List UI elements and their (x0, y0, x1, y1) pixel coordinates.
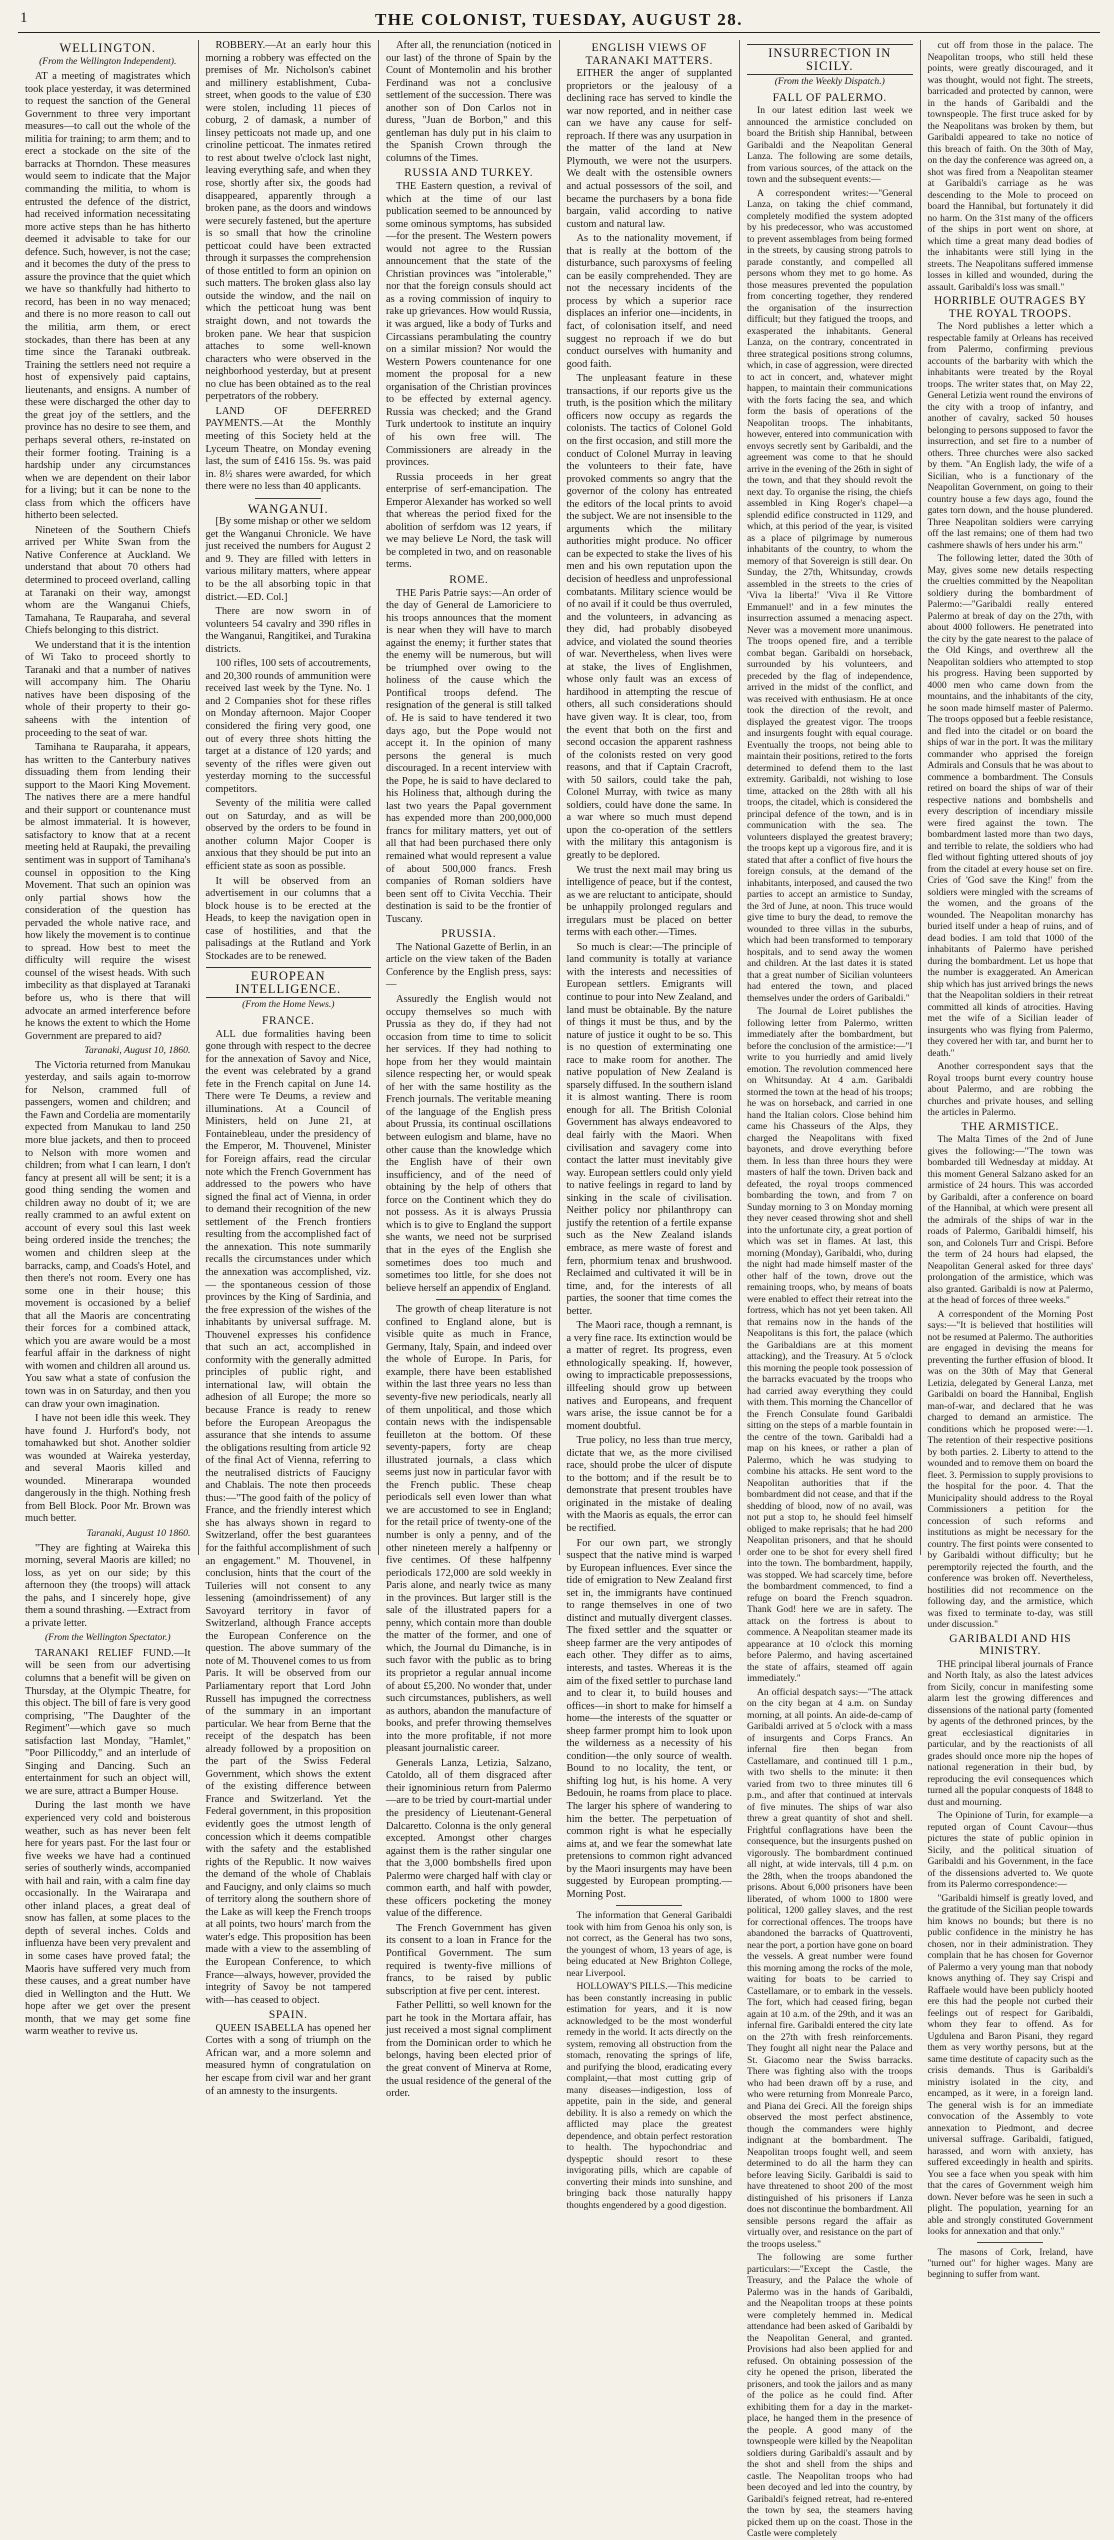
heading-russia-turkey: RUSSIA AND TURKEY. (404, 167, 534, 180)
dateline: Taranaki, August 10, 1860. (84, 1045, 191, 1057)
paragraph: After all, the renunciation (noticed in our last) of the throne of Spain by the Count of Montemolin and his brother Ferdinand was not a conclusive settlement of the succession. There was another son of Don Carlos not in duress, "Juan de Borbon," and this gentleman has duly put in his claim to the Spanish Crown through the columns of the Times. (386, 40, 552, 164)
paragraph: We understand that it is the intention of Wi Tako to proceed shortly to Taranaki and that a number of natives will accompany him. The Ohariu natives have been disposing of the whole of their property to their go-saheens with the intention of proceeding to the seat of war. (25, 639, 191, 739)
heading-rome: ROME. (449, 573, 489, 586)
column-3 (379, 40, 560, 2100)
paragraph: For our own part, we strongly suspect that the native mind is warped by European influences. Ever since the tide of emigration to New Zealand first set in, the immigrants have continued to range themselves in one of two distinct and mutually divergent classes. The fixed settler and the squatter or sheep farmer are the very antipodes of each other. They differ as to aims, interests, and tastes. Whereas it is the aim of the fixed settler to purchase land and to clear it, to build houses and offices—in short to make for himself a home—the interests of the squatter or sheep farmer prompt him to look upon the wilderness as a necessity of his condition—the only source of wealth. Bound to no locality, the tent, or shifting log hut, is his home. A very Bedouin, he roams from place to place. The larger his sphere of wandering to him the better. The perpetuation of common right is what he especially aims at, and we fear the somewhat late pretensions to common right advanced by the Maori insurgents may have been suggested by European prompting.—Morning Post. (566, 1537, 732, 1900)
paragraph: The following letter, dated the 30th of May, gives some new details respecting the cruelties committed by the Neapolitan soldiery during the bombardment of Palermo:—"Garibaldi really entered Palermo at break of day on the 27th, with about 4000 followers. He penetrated into the city by the gate nearest to the palace of the Old Kings, and overthrew all the Neapolitan soldiers who attempted to stop his progress. Having been supported by 4000 men who came down from the mountains, and the inhabitants of the city, he soon made himself master of Palermo. The troops opposed but a feeble resistance, and fled into the citadel or on board the ships of war in the port. It was the military commander who apprised the foreign Admirals and Consuls that he was about to commence a bombardment. The Consuls retired on board the ships of war of their respective nations and bombshells and every description of incendiary missile were fired against the town. The bombardment lasted more than two days, and terrible to relate, the soldiers who had fled without fighting uttered shouts of joy from the citadel at every house set on fire. Cries of 'God save the King!' from the soldiers were mingled with the screams of the women, and the groans of the wounded. The Neapolitan monarchy has buried itself under a heap of ruins, and of dead bodies. I am told that 1000 of the inhabitants of Palermo have perished during the bombardment. Let us hope that the number is exaggerated. An American ship which has just arrived brings the news that the Neapolitan soldiers in their retreat committed all kinds of atrocities. Having met the wife of a Sicilian leader of insurgents who was flying from Palermo, they covered her with tar, and burnt her to death." (927, 553, 1093, 1059)
paragraph: As to the nationality movement, if that is really at the bottom of the disturbance, such paroxysms of feeling can be easily comprehended. They are not the necessary incidents of the process by which a superior race displaces an inferior one—incidents, in fact, of colonisation itself, and need suggest no reproach if we do but conduct ourselves with humanity and good faith. (566, 233, 732, 370)
paragraph: AT a meeting of magistrates which took place yesterday, it was determined to request the sanction of the General Government to three very important measures—to call out the whole of the militia for training; to arm them; and to erect a stockade on the site of the barracks at Thorndon. These measures would seem to indicate that the Major commanding the militia, to whom is entrusted the defence of the district, had received information necessitating more active steps than he has hitherto deemed it advisable to take for our defence. Such, however, is not the case; and it becomes the duty of the press to assure the province that the quiet which we have so thankfully had hitherto to record, has been in no way menaced; and there is no more reason to call out the militia, arm them, or erect stockades, than there has been at any time since the Taranaki outbreak. Training the settlers need not require a host of expensively paid captains, lieutenants, and ensigns. A number of these were discharged the other day to the great joy of the settlers, and the province has no desire to see them, and perhaps several others, re-instated on their former footing. Training is a hardship under any circumstances when we are dependent on their labor for a living; but it can be none to the class from which the officers have hitherto been selected. (25, 71, 191, 522)
paragraph: "Garibaldi himself is greatly loved, and the gratitude of the Sicilian people towards him knows no bounds; but there is no public confidence in the ministry he has chosen, nor in their administration. They complain that he has chosen for Governor of Palermo a very young man that nobody knows anything of. They say Crispi and Raffaele would have been publicly hooted ere this had the people not curbed their feelings out of respect for Garibaldi, whom they fear to offend. As for Ugdulena and Baron Pisani, they regard them as very worthy persons, but at the same time destitute of capacity such as the crisis demands. Thus is Garibaldi's ministry isolated in the city, and encamped, as it were, in a foreign land. The general wish is for an immediate convocation of the Assembly to vote annexation to Piedmont, and decree universal suffrage. Garibaldi, fatigued, harassed, and worn with anxiety, has suffered exceedingly in health and spirits. You see a face when you speak with him that the cares of Government weigh him down. Never before was he seen in such a plight. The population, yearning for an able and strongly constituted Government looks for annexation and that only." (927, 1892, 1093, 2238)
masthead (18, 6, 1100, 33)
column-1 (18, 40, 199, 2038)
paragraph: In our latest edition last week we announced the armistice concluded on board the British ship Hannibal, between Garibaldi and the Neapolitan General Lanza. The following are some details, from various sources, of the attack on the town and the subsequent events:— (747, 105, 913, 186)
paragraph: It will be observed from an advertisement in our columns that a block house is to be erected at the Heads, to keep the navigation open in case of hostilities, and that the palisadings at the Rutland and York Stockades are to be renewed. (205, 875, 371, 962)
paragraph: [By some mishap or other we seldom get the Wanganui Chronicle. We have just received the numbers for August 2 and 9. They are filled with letters in various military matters, where appear to be the all absorbing topic in that district.—ED. Col.] (205, 516, 371, 603)
paragraph: A correspondent writes:—"General Lanza, on taking the chief command, completely modified the system adopted by his predecessor, who was accustomed to prevent assemblages from being formed in the streets, by causing strong patrols to parade constantly, and compelled all persons whom they met to go home. As those measures prevented the population from concerting together, they rendered the organisation of the insurrection difficult; but they fatigued the troops, and exasperated the inhabitants. General Lanza, on the contrary, concentrated in three strategical positions strong columns, which, in case of aggression, were directed to act in concert, and, whatever might happen, to maintain their communications with the forts facing the sea, and which form the basis of operations of the Neapolitan troops. The inhabitants, however, entered into communication with envoys secretly sent by Garibaldi, and the agreement was come to that he should arrive in the evening of the 26th in sight of the town, and that they should revolt the next day. To organise the rising, the chiefs assembled in King Roger's chapel—a splendid edifice constructed in 1129, and which, at this period of the year, is visited as a place of pilgrimage by numerous inhabitants of the country, to whom the memory of that Sovereign is still dear. On Sunday, the 27th, Whitsunday, crowds assembled in the streets to the cries of 'Viva la liberta!' 'Viva il Re Vittore Emmanuel!' and in a few minutes the insurrection assumed a menacing aspect. Never was a movement more unanimous. The troops opened fire, and a terrible combat began. Garibaldi on horseback, surrounded by his volunteers, and preceded by the flag of independence, arrived in the midst of the conflict, and was received with enthusiasm. He at once took the direction of the revolt, and displayed the greatest vigor. The troops and insurgents fought with equal courage. Eventually the troops, not being able to maintain their positions, retired to the forts determined to defend them to the last extremity. Garibaldi, not wishing to lose time, attacked on the 28th with all his troops, the citadel, which is considered the principal defence of the town, and is in communication with the sea. The volunteers displayed the greatest bravery; the troops kept up a vigorous fire, and it is stated that after a conflict of five hours the foreign consuls, at the demand of the inhabitants, interposed, and caused the two parties to accept an armistice to Sunday, the 3rd of June, at noon. This truce would give time to bury the dead, to remove the wounded to three villas in the suburbs, which had been transformed to temporary hospitals, and to send away the women and children. At the last dates it is stated that a great number of Sicilian volunteers had entered the town, and placed themselves under the orders of Garibaldi." (747, 187, 913, 1004)
paragraph: Nineteen of the Southern Chiefs arrived per White Swan from the Native Conference at Auckland. We understand that about 70 others had determined to proceed overland, calling at Taranaki on their way, amongst whom are the Wanganui Chiefs, Tamahana, Te Rauparaha, and several Chiefs belonging to this district. (25, 524, 191, 637)
heading-armistice: THE ARMISTICE. (961, 1120, 1060, 1133)
paragraph: Russia proceeds in her great enterprise of serf-emancipation. The Emperor Alexander has worked so well that whereas the period fixed for the abolition of serfdom was 12 years, if we may believe Le Nord, the task will be completed in two, and on reasonable terms. (386, 471, 552, 571)
paragraph: THE principal liberal journals of France and North Italy, as also the latest advices from Sicily, concur in manifesting some alarm lest the growing differences and dissensions of the national party (fomented by agents of the dethroned princes, by the great ecclesiastical dignitaries in particular, and by the reactionists of all grades should once more nip the hopes of national regeneration in their bud, by reproducing the evil consequences which turned all the popular conquests of 1848 to dust and mourning. (927, 1658, 1093, 1808)
newspaper-title: THE COLONIST, TUESDAY, AUGUST 28. (374, 10, 744, 29)
paragraph: True policy, no less than true mercy, dictate that we, as the more civilised race, should probe the ulcer of dispute to the bottom; and if the result be to demonstrate that present troubles have originated in the mistake of dealing with the Maoris as equals, the error can be rectified. (566, 1435, 732, 1534)
heading-insurrection-sicily: INSURRECTION IN SICILY. (747, 44, 913, 75)
source-note: (From the Wellington Spectator.) (44, 1632, 171, 1644)
paragraph: I have not been idle this week. They have found J. Hurford's body, not tomahawked but shot. Another soldier was wounded at Waireka yesterday, and several Maoris killed and wounded. Minerarapa wounded dangerously in the thigh. Nothing fresh from Bell Block. Poor Mr. Brown was much better. (25, 1413, 191, 1525)
paragraph: The Opinione of Turin, for example—a reputed organ of Count Cavour—thus pictures the state of public opinion in Sicily, and the political situation of Garibaldi and his Government, in the face of the dissensions adverted to. We quote from its Palermo correspondence:— (927, 1810, 1093, 1891)
heading-spain: SPAIN. (268, 2009, 308, 2022)
paragraph: ROBBERY.—At an early hour this morning a robbery was effected on the premises of Mr. Nicholson's cabinet and millinery establishment, Cuba-street, when goods to the value of £30 were stolen, including 11 pieces of coburg, 2 of damask, a number of linsey petticoats not made up, and one crinoline petticoat. The inmates retired to rest about twelve o'clock last night, leaving everything safe, and when they rose, shortly after six, the goods had disappeared, apparently through a broken pane, as the doors and windows were securely fastened, but the aperture is so small that how the crinoline petticoat could have been extracted through it surpasses the comprehension of those entitled to form an opinion on such matters. The broken glass also lay outside the window, and the nail on which the petticoat hung was bent straight down, and not towards the broken pane. We hear that suspicion attaches to some well-known characters who were observed in the neighborhood yesterday, but at present no clue has been obtained as to the real perpetrators of the robbery. (205, 40, 371, 403)
paragraph: QUEEN ISABELLA has opened her Cortes with a song of triumph on the African war, and a more solemn and measured hymn of congratulation on her escape from civil war and her grant of an amnesty to the insurgents. (205, 2022, 371, 2097)
paragraph: The Journal de Loiret publishes the following letter from Palermo, written immediately after the bombardment, but before the conclusion of the armistice:—"I write to you hurriedly and amid lively emotion. The revolution commenced here on Whitsunday. At 4 a.m. Garibaldi stormed the town at the head of his troops; he was on horseback, and carried in one hand the Italian colors. Close behind him came his Chasseurs of the Alps, they charged the Neapolitans with fixed bayonets, and drove everything before them. In less than three hours they were masters of half the town. Driven back and defeated, the royal troops commenced bombarding the town, and from 7 on Sunday morning to 3 on Monday morning they never ceased throwing shot and shell into the unfortunate city, a great portion of which was set in flames. At last, this morning (Monday), Garibaldi, who, during the night had made himself master of the other half of the town, drove out the remaining troops, who, by means of boats were enabled to effect their retreat into the fortress, which has not yet been taken. All that remains now in the hands of the Neapolitans is this fort, the palace (which the Garibaldians are at this moment attacking), and the Treasury. At 5 o'clock this morning the people took possession of the barracks evacuated by the troops who had carried away everything they could with them. This morning the Chancellor of the French Consulate found Garibaldi sitting on the steps of a marble fountain in the centre of the town. Garibaldi had a map on his knees, or rather a plan of Palermo, which he was studying to combine his attacks. He sent word to the Neapolitan authorities that if the bombardment did not cease, and that if the shedding of blood, now of no avail, was not put a stop to, he should feel himself obliged to make reprisals; that he had 200 Neapolitan prisoners, and that he should order one to be shot for every shell fired into the town. The bombardment, happily, was stopped. We had scarcely time, before the bombardment commenced, to find a refuge on board the French squadron. Thank God! here we are in safety. The attack on the fortress is about to commence. A Neapolitan steamer made its appearance at 10 o'clock this morning before Palermo, and having ascertained the state of affairs, steamed off again immediately." (747, 1006, 913, 1685)
column-4 (560, 40, 741, 2211)
paragraph: TARANAKI RELIEF FUND.—It will be seen from our advertising columns that a benefit will be given on Thursday, at the Olympic Theatre, for this object. The bill of fare is very good comprising, "The Daughter of the Regiment"—which gave so much satisfaction last Monday, "Hamlet," "Poor Pillicoddy," and an interlude of Singing and Dancing. Such an entertainment for such an object will, we are sure, attract a Bumper House. (25, 1647, 191, 1797)
paragraph: THE Paris Patrie says:—An order of the day of General de Lamoriciere to his troops announces that the moment is near when they will have to march against the enemy; it further states that the enemy will be numerous, but will be triumphed over owing to the holiness of the cause which the Pontifical troops defend. The resignation of the general is still talked of. He is said to have tendered it two days ago, but the Pope would not accept it. In the opinion of many persons the general is much discouraged. In a recent interview with the Pope, he is said to have declared to his Holiness that, although during the last two years the Papal government has expended more than 200,000,000 francs for military matters, yet out of all that had been purchased there only remained what would represent a value of about 500,000 francs. Fresh companies of Roman soldiers have been sent off to Civita Vecchia. Their destination is said to be the frontier of Tuscany. (386, 587, 552, 925)
paragraph: The Victoria returned from Manukau yesterday, and sails again to-morrow for Nelson, crammed full of passengers, women and children; and the Fawn and Cordelia are momentarily expected from Manukau to land 250 more blue jackets, and then to proceed to Nelson with more women and children; from what I can learn, I don't fancy at present all will be sent; it is a good thing sending the women and children away no doubt of it; we are really crammed to an awful extent on account of every soul this last week being ordered inside the trenches; the women and children sleep at the barracks, camp, and Coads's Hotel, and then there's not room. Every one has some one in their house; this movement is occasioned by a belief that all the Maoris are concentrating their forces for a combined attack, which you are aware would be a most fearful affair in the darkness of night with women and children all around us. You saw what a state of confusion the town was in on Saturday, and then you can draw your own imagination. (25, 1059, 191, 1410)
paragraph: ALL due formalities having been gone through with respect to the decree for the annexation of Savoy and Nice, the event was celebrated by a grand fete in the French capital on June 14. There were Te Deums, a review and illuminations. At a Council of Ministers, held on June 21, at Fontainebleau, under the presidency of the Emperor, M. Thouvenel, Minister for Foreign affairs, read the circular note which the French Government has addressed to the powers who have signed the final act of Vienna, in order to demand their recognition of the new settlement of the French frontiers resulting from the accomplished fact of the annexation. This note summarily recalls the circumstances under which the annexation was accomplished, viz. — the spontaneous cession of those provinces by the King of Sardinia, and the free expression of the wishes of the inhabitants by universal suffrage. M. Thouvenel expresses his confidence that such an act, accomplished in conformity with the generally admitted principles of public right, and international law, will obtain the adhesion of all Europe; the more so because France is ready to renew before the European Areopagus the assurance that she intends to assume the obligations resulting from article 92 of the final Act of Vienna, referring to the neutralised districts of Faucigny and Chablais. The note then proceeds thus:—"The good faith of the policy of France, and the friendly interest which she has always shown in regard to Switzerland, offer the best guarantees for the faithful accomplishment of such an engagement." M. Thouvenel, in conclusion, hints that the court of the Tuileries will not consent to any lessening (amoindrissement) of any Savoyard territory in favor of Switzerland, although France accepts the European Conference on the question. The above summary of the note of M. Thouvenel comes to us from Paris. It will be observed from our Parliamentary report that Lord John Russell has impugned the correctness of the summary in an important particular. We hear from Berne that the receipt of the despatch has been already followed by a proposition on the part of the Swiss Federal Government, which shows the extent of the existing difference between France and Switzerland. Yet the Federal government, in this proposition evidently goes the utmost length of concession which it deems compatible with the safety and the established rights of the Republic. It now waives the demand of the whole of Chablais and Faucigny, and only claims so much of territory along the southern shore of the Lake as will keep the French troops at all points, two hours' march from the water's edge. This proposition has been made with a view to the assembling of the European Conference, to which France—always, however, provided the integrity of Savoy be not tampered with—has ceased to object. (205, 1028, 371, 2006)
paragraph: The National Gazette of Berlin, in an article on the view taken of the Baden Conference by the English press, says:— (386, 941, 552, 991)
paragraph: EITHER the anger of supplanted proprietors or the jealousy of a declining race has served to kindle the war now reported, and in neither case can we have any cause for self-reproach. If there was any usurpation in the matter of the land at New Plymouth, we were not the usurpers. We dealt with the ostensible owners and actual possessors of the soil, and became the purchasers by a bona fide bargain, valid according to native custom and natural law. (566, 68, 732, 230)
heading-france: FRANCE. (262, 1015, 315, 1028)
column-5 (740, 40, 921, 2540)
paragraph: A correspondent of the Morning Post says:—"It is believed that hostilities will not be resumed at Palermo. The authorities are engaged in devising the means for preventing the further effusion of blood. It was on the 30th of May that General Letizia, delegated by General Lanza, met Garibaldi on board the Hannibal, English man-of-war, and declared that he was charged to demand an armistice. The conditions which he proposed were:—1. The retention of their respective positions by both parties. 2. Liberty to attend to the wounded and to remove them on board the fleet. 3. Permission to supply provisions to the hospital for the poor. 4. That the Municipality should address to the Royal Commissioners a petition for the concession of such reforms and institutions as might be necessary for the country. The first points were consented to by Garibaldi without difficulty; but he peremptorily rejected the fourth, and the conference was broken off. Nevertheless, hostilities did not recommence on the following day, and the armistice, which was fixed to terminate to-day, was still under discussion." (927, 1308, 1093, 1631)
paragraph: An official despatch says:—"The attack on the city began at 4 a.m. on Sunday morning, at all points. An aide-de-camp of Garibaldi arrived at 5 o'clock with a mass of insurgents and Corps Francs. An infernal fire then began from Castellamare, and continued till 1 p.m., with two shells to the minute: it then varied from two to three minutes till 6 p.m., and after that continued at intervals of five minutes. The ships of war also threw a great quantity of shot and shell. Frightful conflagrations have been the consequence, but the insurgents pushed on vigorously. The bombardment continued all night, at wide intervals, till 4 p.m. on the 28th, when the troops abandoned the prisons. About 6,000 prisoners have been liberated, of whom 1000 to 1800 were political, 1200 galley slaves, and the rest for correctional offences. The troops have abandoned the barracks of Quattroventi, near the port, a portion have gone on board the vessels. A great number were found this morning among the rocks of the mole, waiting for boats to be carried to Castellamare, or to embark in the vessels. The fort, which had ceased firing, began again at 10 a.m. of the 29th, and it was an infernal fire. Garibaldi entered the city late on the 27th with fresh reinforcements. They fought all night near the Palace and St. Giacomo near the Swiss barracks. There was fighting also with the troops who had been drawn off by a ruse, and who were returning from Monreale Parco, and Piana dei Greci. All the foreign ships observed the most perfect abstinence, though the commanders were highly indignant at the bombardment. The Neapolitan troops fought well, and seem determined to do all the harm they can before leaving Sicily. Garibaldi is said to have threatened to shoot 200 of the most distinguished of his prisoners if Lanza does not discontinue the bombardment. All sensible persons regard the affair as virtually over, and resistance on the part of the troops useless." (747, 1686, 913, 2250)
paragraph: So much is clear:—The principle of land community is totally at variance with the interests and necessities of European settlers. Emigrants will continue to pour into New Zealand, and land must be obtainable. By the nature of things it must be thus, and by the nature of justice it ought to be so. This is no question of exterminating one race to make room for another. The native population of New Zealand is sparsely diffused. In the southern island it is almost wanting. There is room enough for all. The British Colonial Government has always endeavored to deal fairly with the Maori. When civilisation and savagery come into contact the latter must inevitably give way. European settlers could only yield to native feelings in regard to land by sinking in the scale of civilisation. Neither policy nor philanthropy can justify the retention of a fertile expanse such as the New Zealand islands embrace, as mere waste of forest and fern, phormium tenax and brushwood. Reclaimed and cultivated it will be in time, and, for the interests of all parties, the sooner that time comes the better. (566, 941, 732, 1317)
source-note: (From the Wellington Independent). (39, 55, 177, 67)
paragraph: The Malta Times of the 2nd of June gives the following:—"The town was bombarded till Wednesday at midday. At this moment General Salzano asked for an armistice of 24 hours. This was accorded by Garibaldi, after a conference on board of the Hannibal, at which were present all the admirals of the ships of war in the roads of Palermo, Garibaldi himself, his son, and Colonels Turr and Crispi. Before the term of 24 hours had elapsed, the Neapolitan General asked for three days' prolongation of the armistice, which was also granted. Garibaldi is now at Palermo, at the head of forces of three weeks." (927, 1134, 1093, 1307)
paragraph: The French Government has given its consent to a loan in France for the Pontifical Government. The sum required is twenty-five millions of francs, to be raised by public subscription at five per cent. interest. (386, 1922, 552, 1997)
heading-wellington: WELLINGTON. (59, 41, 156, 55)
paragraph: The following are some further particulars:—"Except the Castle, the Treasury, and the Palace the whole of Palermo was in the hands of Garibaldi, and the Neapolitan troops at these points were completely hemmed in. Medical attendance had been asked of Garibaldi by the Neapolitan General, and granted. Provisions had also been applied for and refused. On obtaining possession of the city he opened the prison, liberated the prisoners, and took the jailors and as many of the police as he could find. After exhibiting them for a day in the market-place, he hanged them in the presence of the people. A good many of the townspeople were killed by the Neapolitan soldiers during Garibaldi's assault and by the shot and shell from the ships and castle. The Neapolitan troops who had been decoyed and led into the country, by Garibaldi's feigned retreat, had re-entered the town by sea, the steamers having picked them up on the coast. Those in the Castle were completely (747, 2252, 913, 2540)
dateline: Taranaki, August 10 1860. (86, 1527, 191, 1539)
heading-english-views: ENGLISH VIEWS OF TARANAKI MATTERS. (585, 42, 713, 67)
paragraph: The unpleasant feature in these transactions, if our reports give us the truth, is the position which the military officers now occupy as regards the colonists. The tactics of Colonel Gold on the first occasion, and still more the conduct of Colonel Murray in leaving the volunteers to their fate, have provoked comments so angry that the governor of the colony has entreated the editors of the local prints to avoid the subject. We are not insensible to the arguments which the military authorities might produce. No officer can be expected to stake the lives of his men and his own reputation upon the decision of heedless and unprofessional combatants. Military science would be of no avail if it could be thus overruled, and the volunteers, in advancing as they did, had probably disobeyed advice, and violated the sound theories of war. Nevertheless, when lives were at stake, the lives of Englishmen, whose only fault was an excess of hardihood in attempting the rescue of others, all such considerations should have given way. It is clear, too, from the event that both on the first and second occasion the apparent rashness of the colonists rested on very good reasons, and that if Captain Cracroft, with 50 sailors, could take the pah, Colonel Murray, with twice as many soldiers, could have done the same. In a war where so much must depend upon the co-operation of the settlers with the military this antagonism is greatly to be deplored. (566, 373, 732, 861)
paragraph: There are now sworn in of volunteers 54 cavalry and 390 rifles in the Wanganui, Rangitikei, and Turakina districts. (205, 606, 371, 655)
paragraph: The masons of Cork, Ireland, have "turned out" for higher wages. Many are beginning to suffer from want. (927, 2246, 1093, 2279)
paragraph: Another correspondent says that the Royal troops burnt every country house about Palermo, and are robbing the churches and private houses, and selling the articles in Palermo. (927, 1061, 1093, 1119)
paragraph: Seventy of the militia were called out on Saturday, and as will be observed by the orders to be found in another column Major Cooper is anxious that they should be put into an efficient state as soon as possible. (205, 798, 371, 872)
heading-fall-of-palermo: FALL OF PALERMO. (772, 91, 887, 104)
paragraph: Assuredly the English would not occupy themselves so much with Prussia as they do, if they had not occasion from time to time to solicit her services. If they had nothing to hope from her they would maintain silence respecting her, or would speak of her with the same hostility as the French journals. The veritable meaning of the language of the English press about Prussia, its continual oscillations between eulogism and blame, have no other cause than the knowledge which the English have of their own insufficiency, and of the need of obtaining by the help of others that force on the Continent which they do not possess. As it is always Prussia which is to give to England the support she wants, we need not be surprised that in the eyes of the English she sometimes does too much and sometimes too little, for she does not believe herself an appendix of England. (386, 994, 552, 1294)
paragraph: Generals Lanza, Letizia, Salzano, Catoldo, all of them disgraced after their ignominious return from Palermo—are to be tried by court-martial under the presidency of Lieutenant-General Dalcaretto. Colonna is the only general excepted. Amongst other charges against them is the rather singular one that the 3,000 bombshells fired upon Palermo were charged half with clay or common earth, and half with powder, these officers pocketing the money value of the difference. (386, 1757, 552, 1920)
page-number: 1 (20, 10, 28, 26)
paragraph: "They are fighting at Waireka this morning, several Maoris are killed; no loss, as yet on our side; by this afternoon they (the troops) will attack the pahs, and I sincerely hope, give them a sound thrashing. —Extract from a private letter. (25, 1542, 191, 1629)
paragraph: Father Pellitti, so well known for the part he took in the Mortara affair, has just received a most signal compliment from the Dominican order to which he belongs, having been elected prior of the great convent of Minerva at Rome, the usual residence of the general of the order. (386, 2000, 552, 2100)
paragraph: THE Eastern question, a revival of which at the time of our last publication seemed to be announced by some ominous symptoms, has subsided—for the present. The Western powers would not agree to the Russian announcement that the state of the Christian provinces was "intolerable," nor that the foreign consuls should act as a roving commission of inquiry to rake up grievances. How would Russia, it was argued, like a body of Turks and Circassians perambulating the country on a similar mission? Nor would the Western Powers countenance for one moment the proposal for a new organisation of the Christian provinces to be effected by external agency. Russia was checked; and the Grand Turk undertook to institute an inquiry of his own free will. The Commissioners are already in the provinces. (386, 181, 552, 469)
heading-horrible-outrages: HORRIBLE OUTRAGES BY THE ROYAL TROOPS. (933, 295, 1087, 320)
paragraph: Tamihana te Rauparaha, it appears, has written to the Canterbury natives dissuading them from lending their support to the Maori King Movement. The natives there are a mere handful and their support or countenance must be almost immaterial. It is however, satisfactory to know that at a recent meeting held at Raupaki, the prevailing sentiment was in support of Tamihana's counsel in opposition to the King Movement. That such an opinion was only partial shows how the consideration of the question has pervaded the whole native race, and how likely the movement is to continue to spread. How best to meet the difficulty will require the wisest counsel of the wisest heads. With such imbecility as that displayed at Taranaki before us, who is there that will advocate an armed interference before he knows the extent to which the Home Government are prepared to aid? (25, 742, 191, 1042)
columns (18, 40, 1100, 2540)
heading-garibaldi-ministry: GARIBALDI AND HIS MINISTRY. (949, 1632, 1072, 1658)
heading-prussia: PRUSSIA. (441, 928, 497, 941)
paragraph: During the last month we have experienced very cold and boisterous weather, such as has never been felt here for years past. For the last four or five weeks we have had a continued series of southerly winds, accompanied with hail and rain, with a calm fine day occasionally. In the Wairarapa and other inland places, a great deal of snow has fallen, at some places to the depth of several inches. Colds and influenza have been very prevalent and in some cases have proved fatal; the Maoris have suffered very much from these causes, and a great number have died in Wellington and the Hutt. We hope after we get over the present month, that we may get some fine warm weather to revive us. (25, 1800, 191, 2038)
paragraph: We trust the next mail may bring us intelligence of peace, but if the contest, as we are reluctant to anticipate, should be unhappily prolonged regulars and irregulars must be placed on better terms with each other.—Times. (566, 864, 732, 939)
paragraph: The Nord publishes a letter which a respectable family at Orleans has received from Palermo, confirming previous accounts of the barbarity with which the inhabitants were treated by the Royal troops. The writer states that, on May 22, General Letizia went round the environs of the city with a troop of infantry, and another of cavalry, sacked 50 houses belonging to persons supposed to favor the insurrection, and set fire to a number of others. Three churches were also sacked by them. "An English lady, the wife of a Sicilian, who is a functionary of the Neapolitan Government, on going to their country house a few days ago, found the gates torn down, and the house plundered. Three Neapolitan soldiers were carrying off the last remains; one of them had two cashmere shawls of hers under his arm." (927, 321, 1093, 551)
column-2 (199, 40, 380, 2097)
source-note: (From the Weekly Dispatch.) (774, 76, 885, 88)
divider (977, 2242, 1043, 2243)
paragraph: cut off from those in the palace. The Neapolitan troops, who still held these points, were greatly discouraged, and it was thought, would not fight. The streets, barricaded and protected by cannon, were in the hands of Garibaldi and the townspeople. The first truce asked for by the Neapolitans was broken by them, but Garibaldi appeared to take no notice of this breach of faith. On the 30th of May, on the day the conference was agreed on, a shot was fired from a Neapolitan steamer at Garibaldi's carriage as he was descending to the Mole to proceed on board the Hannibal, but fortunately it did no harm. On the 31st many of the officers of the ships in port went on shore, at which time a great many dead bodies of the inhabitants were still lying in the streets. The Neapolitans suffered immense losses in killed and wounded, during the assault. Garibaldi's loss was small." (927, 40, 1093, 293)
advertisement-holloways-pills: HOLLOWAY'S PILLS.—This medicine has been constantly increasing in public estimation for years, and it is now acknowledged to be the most wonderful remedy in the world. It acts directly on the system, removing all obstruction from the stomach, renovating the springs of life, and purifying the blood, eradicating every complaint,—that most cutting grip of many diseases—indigestion, loss of appetite, pain in the side, and general debility. It is also a remedy on which the afflicted may place the greatest dependence, and obtain perfect restoration to health. The hypochondriac and dyspeptic should resort to these invigorating pills, which are capable of converting their minds into sunshine, and bringing back those naturally happy thoughts engendered by a good digestion. (566, 1981, 732, 2211)
source-note: (From the Home News.) (242, 999, 335, 1011)
paragraph: The Maori race, though a remnant, is a very fine race. Its extinction would be a matter of regret. Its progress, even ethnologically speaking. If, however, owing to impracticable prepossessions, illfeeling should grow up between natives and Europeans, and frequent wars arise, the issue cannot be for a moment doubtful. (566, 1320, 732, 1432)
divider (616, 1905, 682, 1906)
heading-wanganui: WANGANUI. (247, 501, 329, 516)
paragraph: The information that General Garibaldi took with him from Genoa his only son, is not correct, as the General has two sons, the youngest of whom, 13 years of age, is being educated at New Brighton College, near Liverpool. (566, 1910, 732, 1979)
divider (436, 1299, 502, 1300)
paragraph: 100 rifles, 100 sets of accoutrements, and 20,300 rounds of ammunition were received last week by the Tyne. No. 1 and 2 Companies shot for these rifles on Monday afternoon. Major Cooper considered the firing very good, one out of every three shots hitting the target at a distance of 120 yards; and seventy of the rifles were given out yesterday morning to the successful competitors. (205, 658, 371, 795)
paragraph: The growth of cheap literature is not confined to England alone, but is visible quite as much in France, Germany, Italy, Spain, and indeed over the whole of Europe. In Paris, for example, there have been established within the last three years no less than seventy-five new periodicals, nearly all of them unpolitical, and those which contain news with the indispensable feuilleton at the bottom. Of these seventy-papers, forty are cheap illustrated journals, a class which seems just now in particular favor with the French public. These cheap periodicals sell even lower than what we are accustomed to see in England; for the retail price of twenty-one of the number is only a penny, and of the other nineteen merely a halfpenny or five centimes. Of these halfpenny periodicals 172,000 are sold weekly in Paris alone, and nearly twice as many in the provinces. But larger still is the sale of the illustrated papers for a penny, which contain more than double the matter of the former, and one of which, the Journal du Dimanche, is in such favor with the public as to bring its proprietor a regular annual income of about £5,200. No wonder that, under such circumstances, publishers, as well as authors, abandon the manufacture of books, and prefer throwing themselves into the more profitable, if not more pleasant journalistic career. (386, 1304, 552, 1755)
paragraph: LAND OF DEFERRED PAYMENTS.—At the Monthly meeting of this Society held at the Lyceum Theatre, on Monday evening last, the sum of £416 15s. 9s. was paid in. 8½ shares were awarded, for which there were no less than 40 applicants. (205, 405, 371, 493)
divider (255, 498, 321, 499)
column-6 (921, 40, 1101, 2279)
heading-european-intelligence: EUROPEAN INTELLIGENCE. (206, 967, 372, 998)
